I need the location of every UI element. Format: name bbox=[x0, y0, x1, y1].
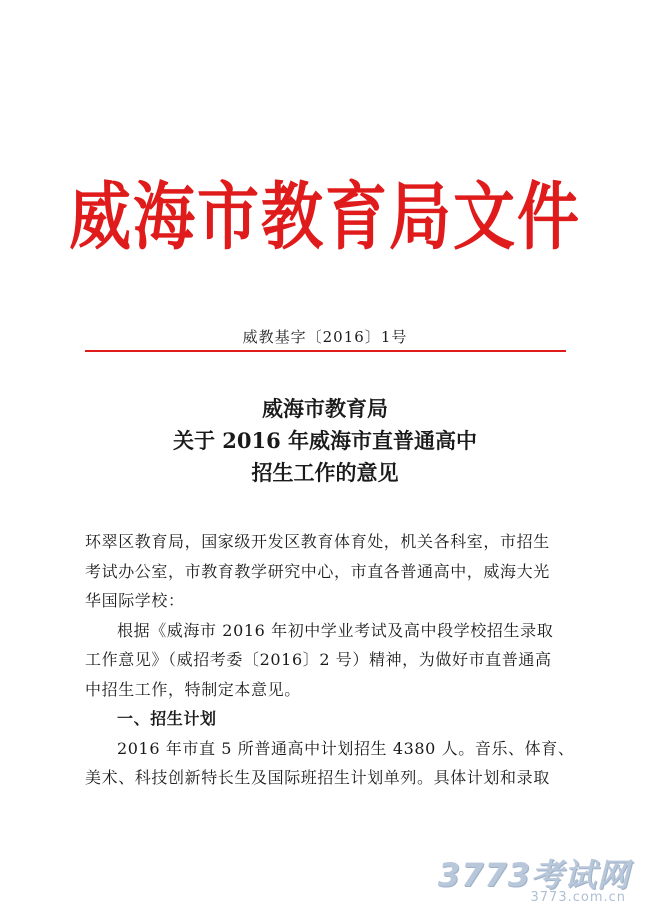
document-number: 威教基字〔2016〕1号 bbox=[242, 328, 408, 346]
document-body bbox=[85, 527, 575, 793]
title-line-3: 招生工作的意见 bbox=[251, 460, 399, 485]
recipients-paragraph bbox=[85, 527, 570, 616]
intro-line-1: 根据《威海市 2016 年初中学业考试及高中段学校招生录取 bbox=[117, 620, 554, 640]
watermark-logo-text: 3773考试网 bbox=[437, 856, 630, 894]
section-1-paragraph bbox=[85, 734, 575, 793]
masthead-title: 威海市教育局文件 bbox=[68, 173, 581, 260]
section-1-heading: 一、招生计划 bbox=[117, 709, 217, 728]
document-title bbox=[0, 393, 650, 489]
intro-line-3: 中招生工作，特制定本意见。 bbox=[85, 679, 301, 699]
site-watermark bbox=[437, 850, 630, 912]
red-divider bbox=[85, 350, 566, 352]
recipients-line-1: 环翠区教育局，国家级开发区教育体育处，机关各科室，市招生 bbox=[85, 532, 550, 551]
title-line-1: 威海市教育局 bbox=[262, 396, 388, 421]
intro-paragraph bbox=[85, 616, 570, 705]
title-line-2: 关于 2016 年威海市直普通高中 bbox=[172, 428, 478, 453]
section-1-line-2: 美术、科技创新特长生及国际班招生计划单列。具体计划和录取 bbox=[85, 768, 550, 787]
section-1-line-1: 2016 年市直 5 所普通高中计划招生 4380 人。音乐、体育、 bbox=[117, 738, 575, 758]
watermark-url: 3773.com.cn bbox=[530, 890, 626, 905]
recipients-line-2: 考试办公室，市教育教学研究中心，市直各普通高中，威海大光 bbox=[85, 561, 550, 581]
recipients-line-3: 华国际学校： bbox=[85, 591, 185, 610]
intro-line-2: 工作意见》（威招考委〔2016〕2 号）精神，为做好市直普通高 bbox=[85, 650, 552, 669]
